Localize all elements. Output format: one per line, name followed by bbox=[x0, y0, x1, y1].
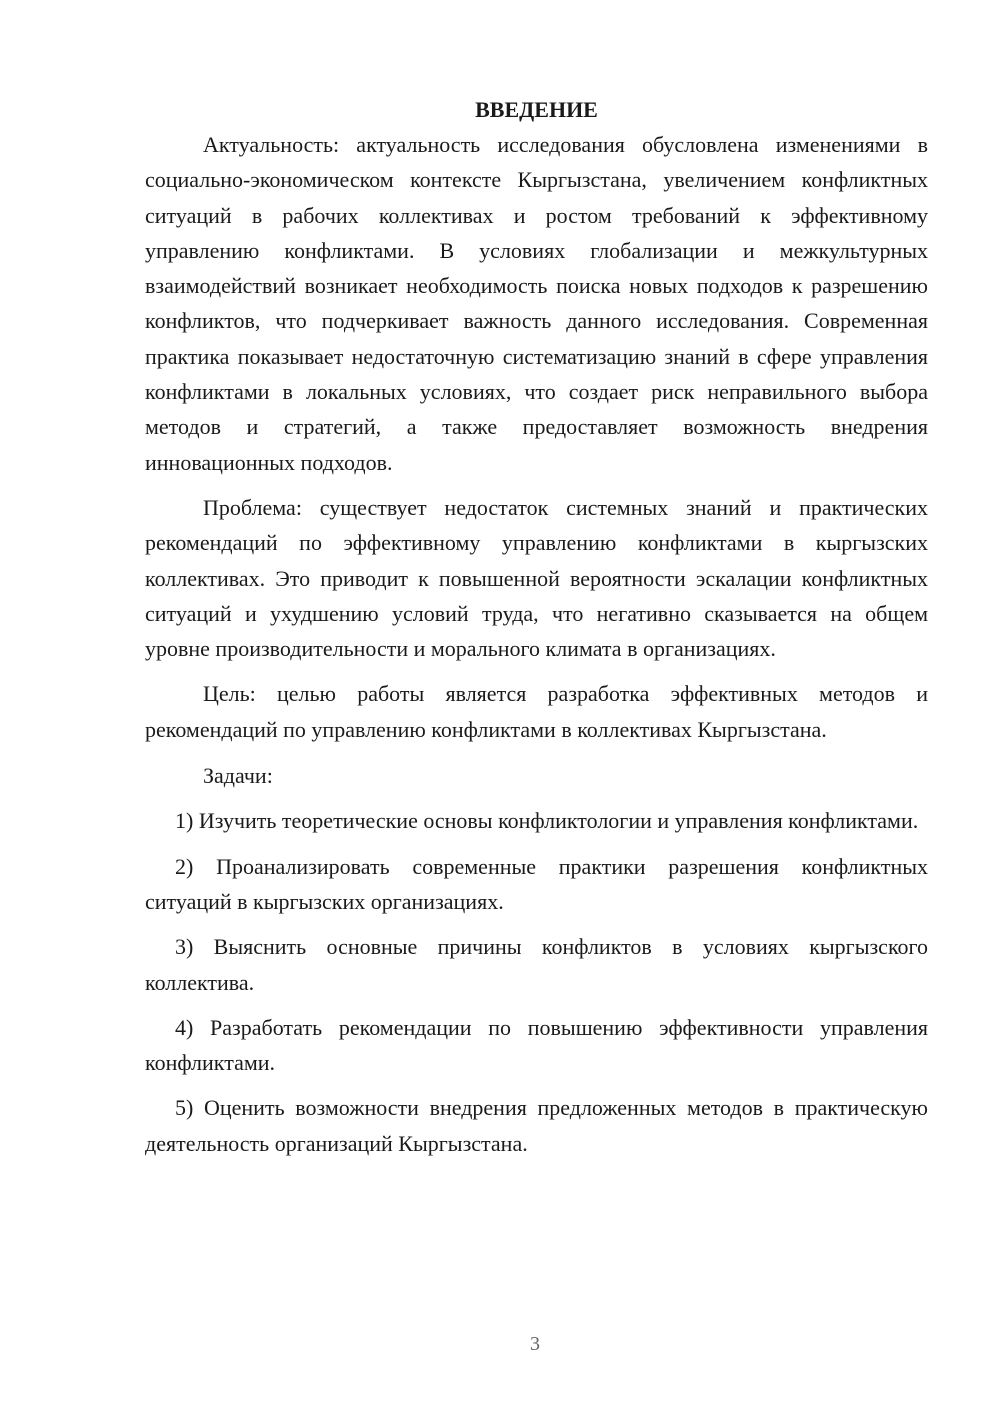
page-number: 3 bbox=[530, 1333, 540, 1355]
task-item: 4) Разработать рекомендации по повышению эффективности управления конфликтами. bbox=[145, 1014, 928, 1076]
task-item: 2) Проанализировать современные практики разрешения конфликтных ситуаций в кыргызских организациях. bbox=[145, 853, 928, 914]
problem-paragraph: Проблема: существует недостаток системных знаний и практических рекомендаций по эффективному управлению конфликтами в кыргызских коллективах. Это приводит к повышенной вероятности эскалации конфликтных ситуаций и ухудшению условий труда, что негативно сказывается на общем уровне производительности и морального климата в организациях. bbox=[145, 494, 928, 662]
task-item: 3) Выяснить основные причины конфликтов в условиях кыргызского коллектива. bbox=[145, 934, 928, 995]
goal-paragraph: Цель: целью работы является разработка эффективных методов и рекомендаций по управлению конфликтами в коллективах Кыргызстана. bbox=[145, 681, 928, 742]
tasks-title: Задачи: bbox=[203, 763, 273, 789]
document-page bbox=[145, 92, 928, 1161]
section-heading: ВВЕДЕНИЕ bbox=[475, 97, 598, 122]
task-item: 1) Изучить теоретические основы конфликтологии и управления конфликтами. bbox=[175, 808, 919, 834]
relevance-paragraph: Актуальность: актуальность исследования обусловлена изменениями в социально-экономическом контексте Кыргызстана, увеличением конфликтных ситуаций в рабочих коллективах и ростом требований к эффективному управлению конфликтами. В условиях глобализации и межкультурных взаимодействий возникает необходимость поиска новых подходов к разрешению конфликтов, что подчеркивает важность данного исследования. Современная практика показывает недостаточную систематизацию знаний в сфере управления конфликтами в локальных условиях, что создает риск неправильного выбора методов и стратегий, а также предоставляет возможность внедрения инновационных подходов. bbox=[145, 132, 928, 475]
task-item: 5) Оценить возможности внедрения предложенных методов в практическую деятельность организаций Кыргызстана. bbox=[145, 1095, 928, 1156]
